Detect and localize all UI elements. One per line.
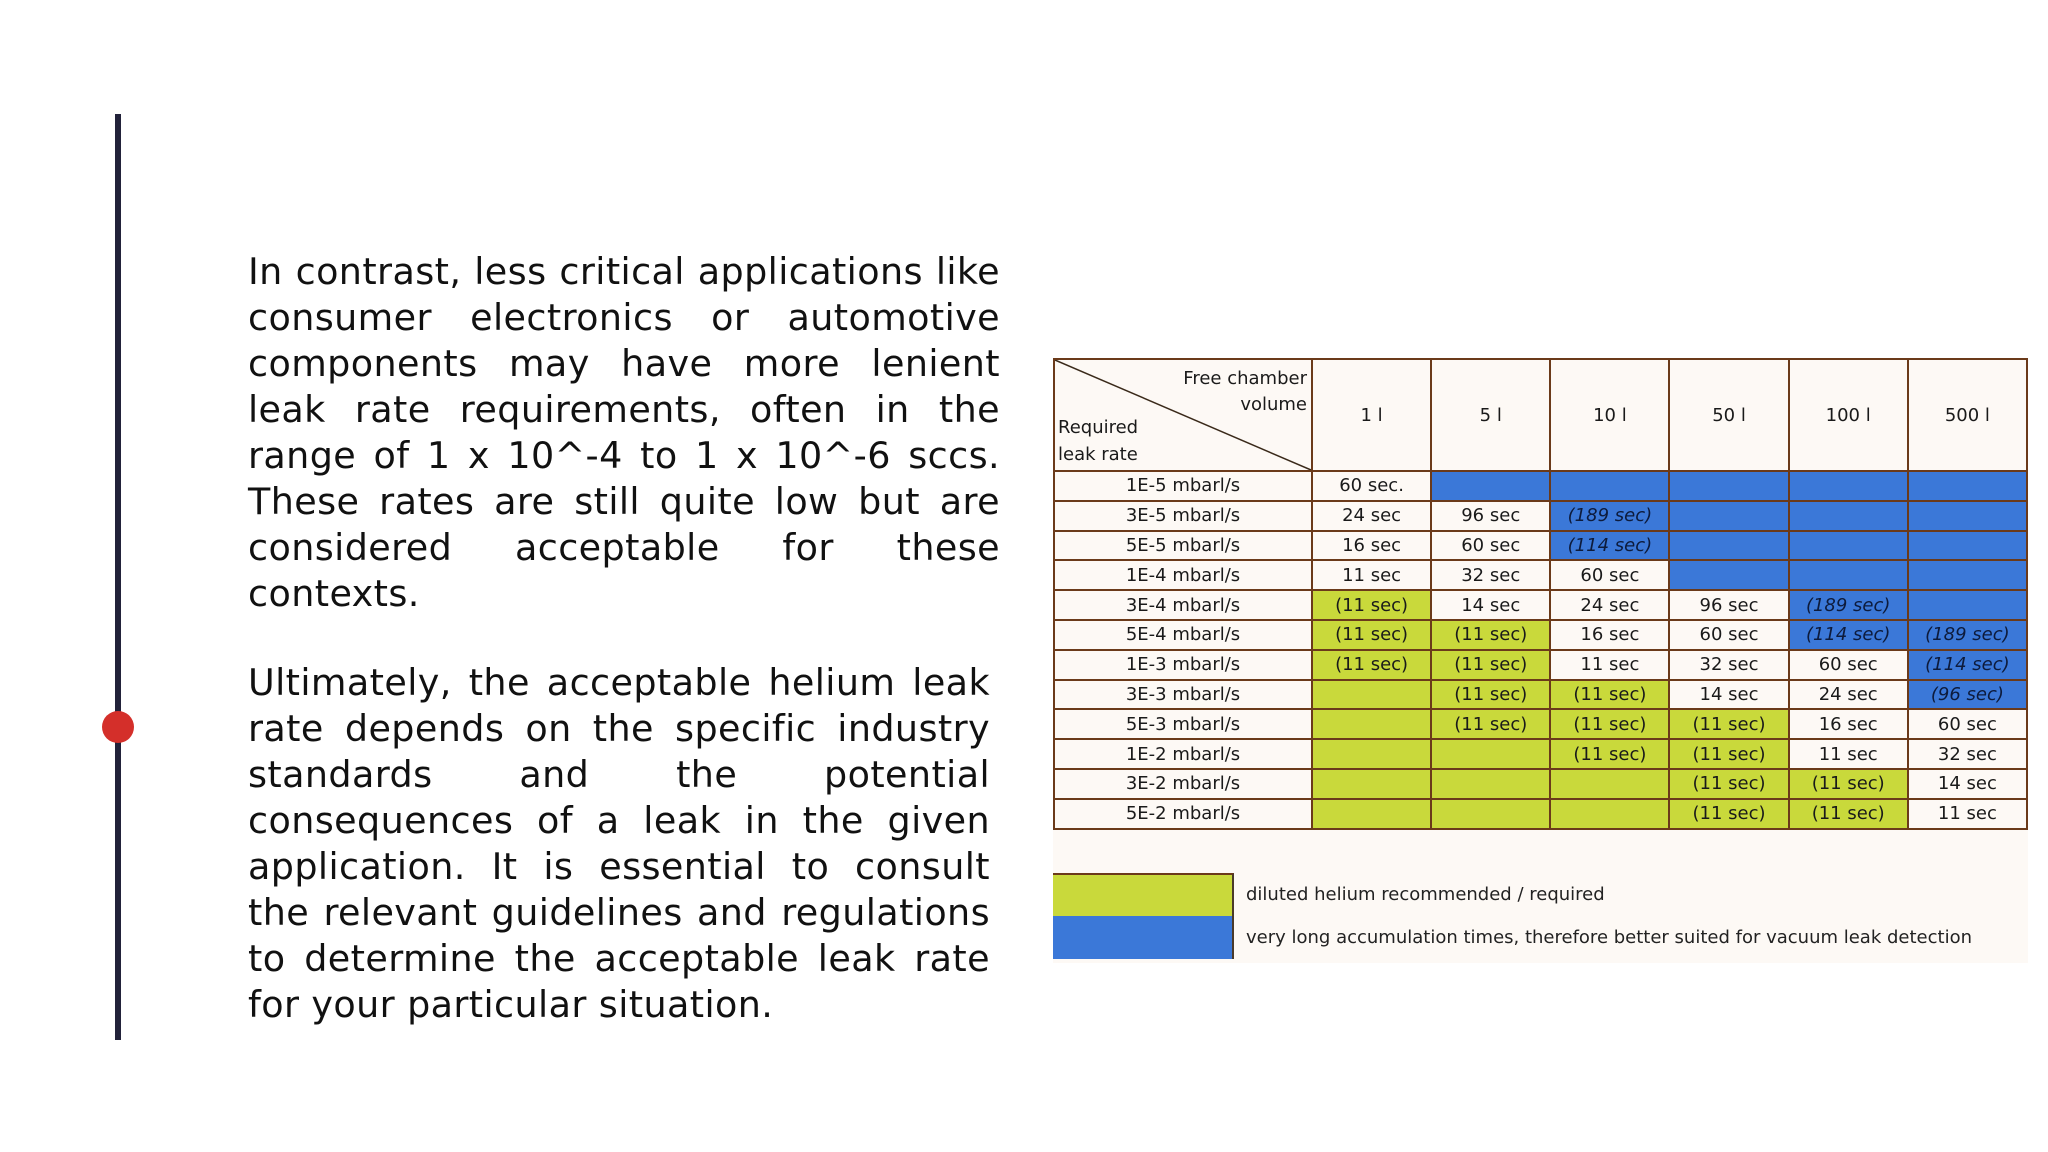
table-row [1054, 739, 2027, 769]
table-cell: (189 sec) [1789, 590, 1908, 620]
table-cell: 32 sec [1669, 650, 1788, 680]
table-cell [1789, 560, 1908, 590]
table-cell: (11 sec) [1669, 709, 1788, 739]
table-cell: 96 sec [1669, 590, 1788, 620]
table-cell: (114 sec) [1550, 531, 1669, 561]
corner-top-line-2: volume [1240, 394, 1307, 415]
table-cell: (11 sec) [1550, 709, 1669, 739]
table-cell: 32 sec [1908, 739, 2027, 769]
table-cell: (11 sec) [1312, 590, 1431, 620]
paragraph-ultimately: Ultimately, the acceptable helium leak rate depends on the specific industry standards and the potential consequences of a leak in the given application. It is essential to consult the relevant guidelines and regulations to determine the acceptable leak rate for your particular situation. [248, 661, 990, 1026]
table-cell: 96 sec [1431, 501, 1550, 531]
column-header: 100 l [1789, 359, 1908, 471]
table-row [1054, 471, 2027, 501]
corner-bottom-line-1: Required [1058, 417, 1139, 438]
table-cell [1431, 471, 1550, 501]
table-cell [1908, 531, 2027, 561]
legend-item-diluted [1053, 873, 2028, 916]
column-header: 1 l [1312, 359, 1431, 471]
corner-bottom-line-2: leak rate [1058, 444, 1138, 465]
table-cell: 60 sec [1550, 560, 1669, 590]
table-cell [1908, 560, 2027, 590]
legend-text-vacuum: very long accumulation times, therefore better suited for vacuum leak detection [1246, 927, 1972, 948]
table-cell: (11 sec) [1669, 769, 1788, 799]
table-row [1054, 709, 2027, 739]
table-cell [1908, 501, 2027, 531]
table-cell [1789, 471, 1908, 501]
legend-item-vacuum [1053, 916, 2028, 959]
table-cell: (189 sec) [1550, 501, 1669, 531]
table-cell: (11 sec) [1669, 799, 1788, 829]
table-cell: 24 sec [1550, 590, 1669, 620]
table-cell: (11 sec) [1312, 620, 1431, 650]
table-row [1054, 501, 2027, 531]
table-cell [1550, 471, 1669, 501]
table-cell [1312, 739, 1431, 769]
table-cell: 11 sec [1312, 560, 1431, 590]
table-cell [1550, 799, 1669, 829]
table-cell: (11 sec) [1431, 680, 1550, 710]
table-corner-cell [1054, 359, 1312, 471]
table-cell [1669, 560, 1788, 590]
leak-rate-cell: 3E-4 mbarl/s [1054, 590, 1312, 620]
table-cell: (114 sec) [1789, 620, 1908, 650]
leak-rate-cell: 5E-3 mbarl/s [1054, 709, 1312, 739]
table-cell: (11 sec) [1669, 739, 1788, 769]
column-header: 500 l [1908, 359, 2027, 471]
table-row [1054, 531, 2027, 561]
table-cell [1908, 590, 2027, 620]
corner-label-volume [1183, 366, 1307, 418]
table-cell [1908, 471, 2027, 501]
table-body [1054, 471, 2027, 829]
table-cell: 16 sec [1550, 620, 1669, 650]
table-cell [1312, 680, 1431, 710]
leak-rate-cell: 5E-5 mbarl/s [1054, 531, 1312, 561]
table-cell [1669, 501, 1788, 531]
leak-rate-cell: 3E-3 mbarl/s [1054, 680, 1312, 710]
table-cell: (11 sec) [1789, 799, 1908, 829]
table-row [1054, 590, 2027, 620]
column-header: 5 l [1431, 359, 1550, 471]
table-row [1054, 620, 2027, 650]
paragraph-less-critical: In contrast, less critical applications like consumer electronics or automotive components may have more lenient leak rate requirements, often in the range of 1 x 10^-4 to 1 x 10^-6 sccs. These rates are still quite low but are considered acceptable for these contexts. [248, 250, 1000, 615]
leak-rate-cell: 5E-4 mbarl/s [1054, 620, 1312, 650]
leak-rate-cell: 1E-3 mbarl/s [1054, 650, 1312, 680]
table-cell: 32 sec [1431, 560, 1550, 590]
legend-text-diluted: diluted helium recommended / required [1246, 884, 1605, 905]
table-cell [1431, 739, 1550, 769]
table-cell: 11 sec [1908, 799, 2027, 829]
table-cell: (11 sec) [1431, 709, 1550, 739]
table-cell: (11 sec) [1789, 769, 1908, 799]
table-cell [1431, 799, 1550, 829]
leak-rate-cell: 1E-5 mbarl/s [1054, 471, 1312, 501]
table-cell: (11 sec) [1312, 650, 1431, 680]
table-cell: 14 sec [1431, 590, 1550, 620]
table-row [1054, 560, 2027, 590]
timeline-dot [102, 711, 134, 743]
table-cell: (11 sec) [1431, 620, 1550, 650]
leak-rate-table [1053, 358, 2028, 830]
timeline-line [115, 114, 121, 1040]
table-cell: (11 sec) [1431, 650, 1550, 680]
legend [1053, 873, 2028, 959]
table-cell: (11 sec) [1550, 680, 1669, 710]
table-cell: (189 sec) [1908, 620, 2027, 650]
table-cell: 14 sec [1669, 680, 1788, 710]
table-cell [1431, 769, 1550, 799]
table-cell: 11 sec [1550, 650, 1669, 680]
table-cell: (96 sec) [1908, 680, 2027, 710]
legend-swatch-blue [1053, 916, 1234, 959]
table-cell: 60 sec [1431, 531, 1550, 561]
table-cell: 60 sec. [1312, 471, 1431, 501]
table-cell: 16 sec [1312, 531, 1431, 561]
table-cell [1669, 531, 1788, 561]
table-cell [1312, 709, 1431, 739]
table-cell: 60 sec [1669, 620, 1788, 650]
table-header-row [1054, 359, 2027, 471]
leak-rate-cell: 1E-2 mbarl/s [1054, 739, 1312, 769]
leak-rate-cell: 3E-2 mbarl/s [1054, 769, 1312, 799]
table-cell [1789, 531, 1908, 561]
table-row [1054, 769, 2027, 799]
table-cell: (114 sec) [1908, 650, 2027, 680]
table-cell: 11 sec [1789, 739, 1908, 769]
table-cell [1312, 799, 1431, 829]
leak-rate-cell: 5E-2 mbarl/s [1054, 799, 1312, 829]
legend-swatch-yellow [1053, 873, 1234, 916]
table-cell: 24 sec [1312, 501, 1431, 531]
table-row [1054, 799, 2027, 829]
table-cell: 14 sec [1908, 769, 2027, 799]
table-row [1054, 680, 2027, 710]
table-cell [1312, 769, 1431, 799]
leak-rate-table-image [1053, 358, 2028, 963]
corner-label-leak-rate [1058, 414, 1138, 468]
corner-top-line-1: Free chamber [1183, 368, 1307, 389]
table-cell: 24 sec [1789, 680, 1908, 710]
leak-rate-cell: 1E-4 mbarl/s [1054, 560, 1312, 590]
table-cell: 16 sec [1789, 709, 1908, 739]
table-cell [1789, 501, 1908, 531]
column-header: 50 l [1669, 359, 1788, 471]
table-cell: 60 sec [1908, 709, 2027, 739]
column-header: 10 l [1550, 359, 1669, 471]
leak-rate-cell: 3E-5 mbarl/s [1054, 501, 1312, 531]
table-cell: 60 sec [1789, 650, 1908, 680]
table-cell [1669, 471, 1788, 501]
table-row [1054, 650, 2027, 680]
table-cell [1550, 769, 1669, 799]
table-cell: (11 sec) [1550, 739, 1669, 769]
